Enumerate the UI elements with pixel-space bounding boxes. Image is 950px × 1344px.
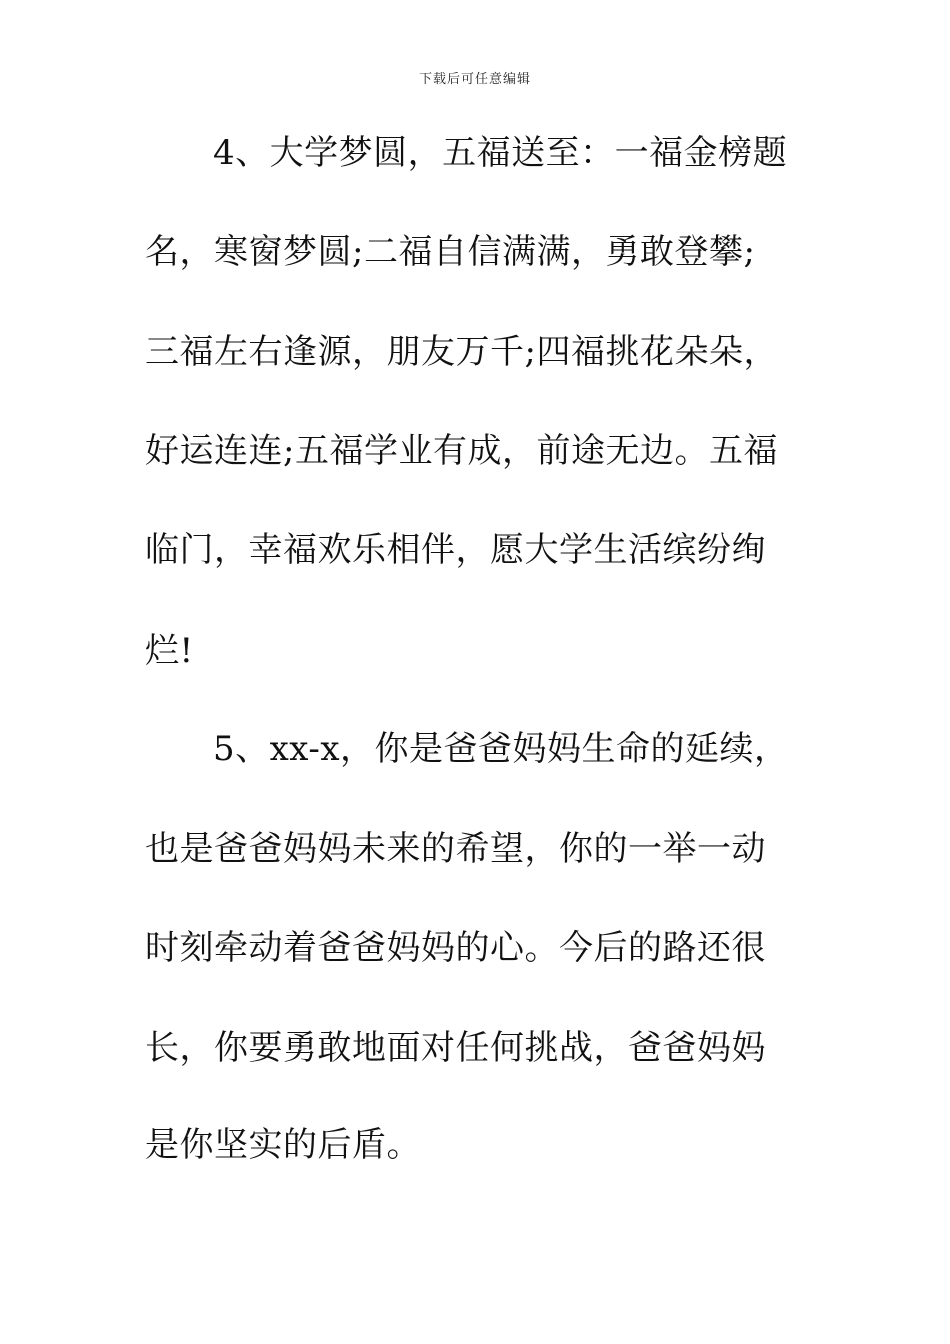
paragraph-4-line-6: 烂!: [145, 631, 194, 671]
paragraph-4-line-1: 4、大学梦圆，五福送至：一福金榜题: [213, 133, 788, 173]
paragraph-4-line-3: 三福左右逢源，朋友万千;四福挑花朵朵，: [145, 332, 778, 372]
page-header: 下载后可任意编辑: [418, 72, 531, 87]
paragraph-5-line-5: 是你坚实的后盾。: [145, 1125, 421, 1165]
paragraph-5-line-3: 时刻牵动着爸爸妈妈的心。今后的路还很: [145, 928, 766, 968]
paragraph-4-line-5: 临门，幸福欢乐相伴，愿大学生活缤纷绚: [145, 530, 766, 570]
paragraph-5-line-1: 5、xx-x，你是爸爸妈妈生命的延续，: [213, 729, 789, 769]
paragraph-4-line-4: 好运连连;五福学业有成，前途无边。五福: [145, 431, 778, 471]
paragraph-5-line-2: 也是爸爸妈妈未来的希望，你的一举一动: [145, 829, 766, 869]
paragraph-5-line-4: 长，你要勇敢地面对任何挑战，爸爸妈妈: [145, 1028, 766, 1068]
paragraph-4-line-2: 名，寒窗梦圆;二福自信满满，勇敢登攀;: [145, 232, 756, 272]
